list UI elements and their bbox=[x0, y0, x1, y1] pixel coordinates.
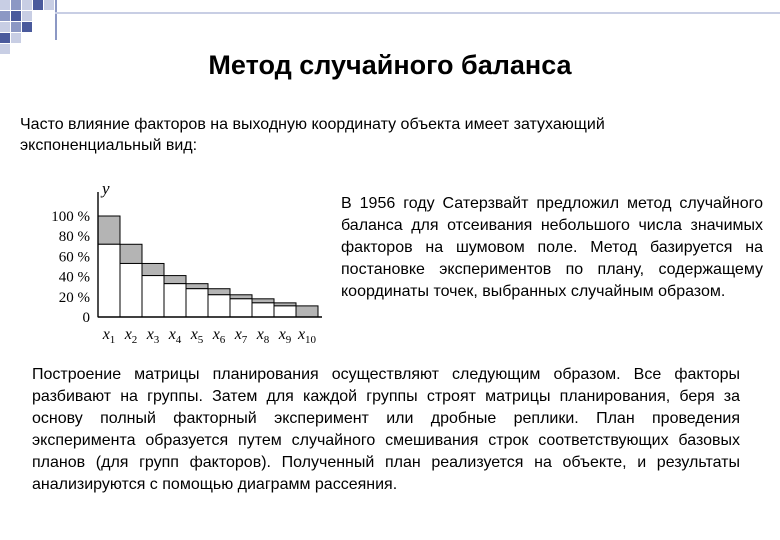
deco-square bbox=[0, 11, 10, 21]
bar-x6-cap bbox=[208, 289, 230, 295]
bar-x4 bbox=[164, 284, 186, 317]
deco-square bbox=[22, 0, 32, 10]
y-axis-label: y bbox=[102, 180, 110, 198]
intro-text: Часто влияние факторов на выходную координату объекта имеет затухающий экспоненциальный вид: bbox=[20, 116, 605, 154]
deco-square bbox=[0, 33, 10, 43]
x-tick-label-x6: $x_6$ bbox=[212, 326, 226, 346]
y-tick-label: 100 % bbox=[51, 209, 90, 225]
x-tick-labels bbox=[102, 326, 317, 346]
x-tick-label-x5: $x_5$ bbox=[190, 326, 204, 346]
x-tick-label-x4: $x_4$ bbox=[168, 326, 182, 346]
bar-x1 bbox=[98, 244, 120, 317]
bar-x6 bbox=[208, 295, 230, 317]
x-tick-label-x3: $x_3$ bbox=[146, 326, 160, 346]
y-tick-labels bbox=[51, 209, 90, 326]
bar-x7-cap bbox=[230, 295, 252, 299]
bar-x5-cap bbox=[186, 284, 208, 289]
factor-effect-chart bbox=[38, 180, 328, 350]
y-tick-label: 20 % bbox=[58, 289, 90, 306]
page-title: Метод случайного баланса bbox=[208, 50, 572, 80]
deco-square bbox=[0, 0, 10, 10]
deco-square bbox=[22, 22, 32, 32]
deco-line-vertical bbox=[55, 0, 57, 40]
bar-x8-cap bbox=[252, 299, 274, 303]
deco-square bbox=[44, 0, 54, 10]
deco-square bbox=[22, 11, 32, 21]
side-paragraph: В 1956 году Сатерзвайт предложил метод случайного баланса для отсеивания небольшого числа значимых факторов на шумовом поле. Метод базируется на постановке экспериментов по плану, содержащему координаты точек, выбранных случайным образом. bbox=[341, 195, 763, 300]
bar-x8 bbox=[252, 303, 274, 317]
deco-line-horizontal bbox=[55, 12, 780, 14]
x-tick-label-x1: $x_1$ bbox=[102, 326, 116, 346]
deco-square bbox=[11, 22, 21, 32]
deco-square bbox=[11, 33, 21, 43]
x-tick-label-x8: $x_8$ bbox=[256, 326, 270, 346]
bar-x3 bbox=[142, 276, 164, 317]
bar-x10-cap bbox=[296, 306, 318, 317]
deco-square bbox=[0, 22, 10, 32]
bar-x5 bbox=[186, 289, 208, 317]
bar-x2-cap bbox=[120, 244, 142, 263]
bar-x1-cap bbox=[98, 216, 120, 244]
deco-square bbox=[11, 0, 21, 10]
y-tick-label: 80 % bbox=[58, 229, 90, 246]
bar-x4-cap bbox=[164, 276, 186, 284]
y-tick-label: 0 bbox=[82, 310, 90, 326]
x-tick-label-x2: $x_2$ bbox=[124, 326, 138, 346]
bottom-paragraph: Построение матрицы планирования осуществляют следующим образом. Все факторы разбивают на группы. Затем для каждой группы строят матрицы планирования, беря за основу полный факторный эксперимент или дробные реплики. План проведения эксперимента образуется путем случайного смешивания строк соответствующих базовых планов (для групп факторов). Полученный план реализуется на объекте, и результаты анализируются с помощью диаграмм рассеяния. bbox=[32, 366, 740, 493]
y-tick-label: 60 % bbox=[58, 249, 90, 266]
bar-x7 bbox=[230, 299, 252, 317]
deco-square bbox=[11, 11, 21, 21]
deco-square bbox=[33, 0, 43, 10]
bar-x2 bbox=[120, 263, 142, 317]
x-tick-label-x7: $x_7$ bbox=[234, 326, 248, 346]
x-tick-label-x9: $x_9$ bbox=[278, 326, 292, 346]
bar-x9 bbox=[274, 306, 296, 317]
y-tick-label: 40 % bbox=[58, 269, 90, 286]
x-tick-label-x10: $x_{10}$ bbox=[297, 326, 317, 346]
bars-group bbox=[98, 216, 318, 317]
bar-x3-cap bbox=[142, 263, 164, 275]
